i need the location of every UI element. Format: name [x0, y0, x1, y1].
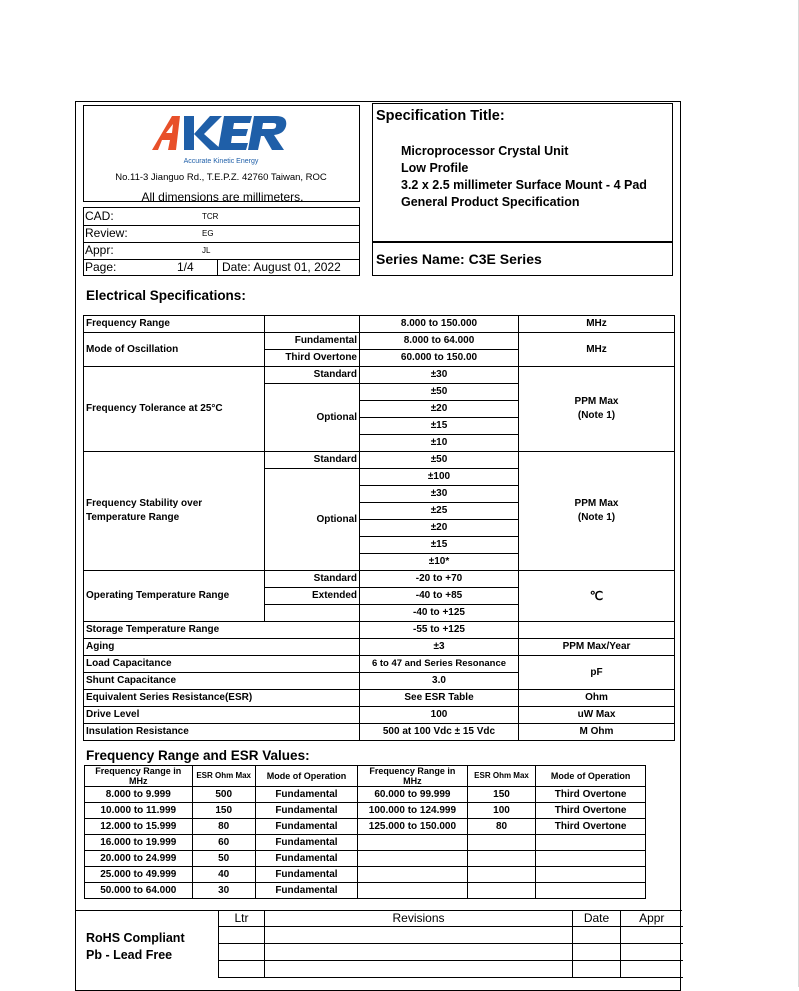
table-cell: Fundamental	[255, 835, 357, 851]
column-header: Frequency Range in MHz	[358, 766, 468, 787]
table-cell: 80	[192, 819, 255, 835]
table-cell: Third Overtone	[536, 787, 646, 803]
dimensions-note: All dimensions are millimeters.	[141, 190, 304, 204]
spec-line: 3.2 x 2.5 millimeter Surface Mount - 4 Pad	[401, 178, 647, 192]
cad-value: TCR	[202, 212, 219, 221]
spec-value: 8.000 to 64.000	[360, 333, 519, 350]
column-header: Revisions	[265, 910, 573, 927]
table-cell	[265, 927, 573, 944]
spec-value: 3.0	[360, 673, 519, 690]
spec-value: ±3	[360, 639, 519, 656]
series-name: Series Name: C3E Series	[376, 251, 542, 267]
column-header: Date	[573, 910, 621, 927]
table-row	[84, 316, 675, 333]
spec-label: Equivalent Series Resistance(ESR)	[84, 690, 360, 707]
table-cell: 100.000 to 124.999	[358, 803, 468, 819]
spec-unit	[519, 367, 675, 452]
table-cell: 50	[192, 851, 255, 867]
column-header: Appr	[621, 910, 683, 927]
table-cell	[536, 851, 646, 867]
table-cell: 30	[192, 883, 255, 899]
appr-row	[84, 242, 359, 260]
review-label: Review:	[85, 226, 128, 240]
spec-label: Operating Temperature Range	[84, 571, 265, 622]
table-cell	[219, 944, 265, 961]
table-cell: Fundamental	[255, 883, 357, 899]
table-cell: 12.000 to 15.999	[85, 819, 193, 835]
lead-free: Pb - Lead Free	[86, 948, 173, 962]
column-header: Mode of Operation	[255, 766, 357, 787]
label-line: Frequency Stability over	[86, 498, 203, 509]
spec-line: General Product Specification	[401, 195, 580, 209]
table-cell: 80	[467, 819, 536, 835]
table-cell	[219, 961, 265, 978]
company-address: No.11-3 Jianguo Rd., T.E.P.Z. 42760 Taiwan, ROC	[115, 172, 327, 183]
spec-value: 500 at 100 Vdc ± 15 Vdc	[360, 724, 519, 741]
spec-unit	[519, 622, 675, 639]
spec-sheet	[75, 101, 681, 991]
spec-label: Frequency Tolerance at 25°C	[84, 367, 265, 452]
appr-value: JL	[202, 246, 211, 255]
spec-label: Aging	[84, 639, 360, 656]
table-cell	[358, 867, 468, 883]
table-cell	[467, 883, 536, 899]
spec-value: ±30	[360, 486, 519, 503]
table-row	[219, 944, 683, 961]
spec-value: ±15	[360, 418, 519, 435]
table-cell	[265, 944, 573, 961]
spec-value: -55 to +125	[360, 622, 519, 639]
spec-label: Frequency Range	[84, 316, 265, 333]
spec-title-lines	[401, 143, 647, 211]
spec-value: ±30	[360, 367, 519, 384]
logo-tagline: Accurate Kinetic Energy	[183, 158, 259, 165]
sub-label: Standard	[265, 452, 360, 469]
spec-value: ±10*	[360, 554, 519, 571]
spec-value: ±100	[360, 469, 519, 486]
sub-label: Fundamental	[265, 333, 360, 350]
unit-line: (Note 1)	[577, 512, 616, 523]
rohs-block	[86, 930, 185, 964]
spec-value: ±20	[360, 520, 519, 537]
rohs-compliant: RoHS Compliant	[86, 931, 185, 945]
table-cell: 25.000 to 49.999	[85, 867, 193, 883]
table-row	[84, 724, 675, 741]
spec-label: Mode of Oscillation	[84, 333, 265, 367]
table-cell: 60	[192, 835, 255, 851]
table-cell	[536, 883, 646, 899]
series-name-box	[372, 242, 673, 276]
table-cell	[358, 835, 468, 851]
approval-grid	[83, 207, 360, 276]
table-cell: 16.000 to 19.999	[85, 835, 193, 851]
spec-label: Load Capacitance	[84, 656, 360, 673]
sub-label: Standard	[265, 367, 360, 384]
table-cell: 150	[467, 787, 536, 803]
review-value: EG	[202, 229, 214, 238]
table-cell: 40	[192, 867, 255, 883]
sub-label: Standard	[265, 571, 360, 588]
table-cell: Fundamental	[255, 819, 357, 835]
table-cell	[621, 927, 683, 944]
spec-value: ±15	[360, 537, 519, 554]
table-cell	[536, 835, 646, 851]
table-cell: 50.000 to 64.000	[85, 883, 193, 899]
table-cell: Fundamental	[255, 787, 357, 803]
table-row	[85, 787, 646, 803]
table-row	[85, 835, 646, 851]
spec-line: Microprocessor Crystal Unit	[401, 144, 569, 158]
spec-blank	[265, 605, 360, 622]
logo-box	[83, 105, 360, 202]
table-row	[84, 452, 675, 469]
sub-label: Optional	[265, 469, 360, 571]
spec-value: -20 to +70	[360, 571, 519, 588]
spec-value: 60.000 to 150.00	[360, 350, 519, 367]
table-row	[85, 803, 646, 819]
unit-line: (Note 1)	[577, 410, 616, 421]
column-header: ESR Ohm Max	[192, 766, 255, 787]
table-cell	[621, 944, 683, 961]
table-row	[84, 656, 675, 673]
table-cell	[358, 883, 468, 899]
table-row	[84, 639, 675, 656]
table-cell: 60.000 to 99.999	[358, 787, 468, 803]
table-cell	[219, 927, 265, 944]
page-row	[84, 259, 359, 276]
spec-value: ±50	[360, 452, 519, 469]
spec-unit: PPM Max/Year	[519, 639, 675, 656]
cad-label: CAD:	[85, 209, 114, 223]
table-row	[219, 961, 683, 978]
spec-unit: M Ohm	[519, 724, 675, 741]
spec-unit: MHz	[519, 333, 675, 367]
table-header-row	[219, 910, 683, 927]
unit-line: PPM Max	[574, 498, 619, 509]
spec-label: Drive Level	[84, 707, 360, 724]
table-row	[84, 333, 675, 350]
unit-line: PPM Max	[574, 396, 619, 407]
revisions-table	[218, 910, 683, 978]
table-cell: Fundamental	[255, 867, 357, 883]
spec-label: Insulation Resistance	[84, 724, 360, 741]
table-cell: Third Overtone	[536, 819, 646, 835]
table-row	[219, 927, 683, 944]
date-label: Date: August 01, 2022	[217, 259, 341, 276]
table-cell	[358, 851, 468, 867]
spec-label	[84, 452, 265, 571]
spec-value: ±25	[360, 503, 519, 520]
table-cell: Third Overtone	[536, 803, 646, 819]
table-cell: 20.000 to 24.999	[85, 851, 193, 867]
spec-value: See ESR Table	[360, 690, 519, 707]
table-cell: 8.000 to 9.999	[85, 787, 193, 803]
spec-value: 8.000 to 150.000	[360, 316, 519, 333]
table-cell: 500	[192, 787, 255, 803]
electrical-spec-table	[83, 315, 675, 741]
column-header: Mode of Operation	[536, 766, 646, 787]
spec-label: Storage Temperature Range	[84, 622, 360, 639]
table-cell	[536, 867, 646, 883]
table-cell: Fundamental	[255, 851, 357, 867]
table-row	[85, 851, 646, 867]
table-cell: 150	[192, 803, 255, 819]
spec-line: Low Profile	[401, 161, 469, 175]
table-cell	[467, 867, 536, 883]
sub-label: Extended	[265, 588, 360, 605]
spec-value: 100	[360, 707, 519, 724]
spec-value: 6 to 47 and Series Resonance	[360, 656, 519, 673]
table-row	[85, 819, 646, 835]
label-line: Temperature Range	[86, 512, 180, 523]
table-cell	[573, 961, 621, 978]
page-label: Page:	[85, 260, 117, 274]
esr-title: Frequency Range and ESR Values:	[86, 748, 310, 763]
appr-label: Appr:	[85, 243, 114, 257]
spec-value: ±50	[360, 384, 519, 401]
table-row	[84, 690, 675, 707]
table-header-row	[85, 766, 646, 787]
table-row	[84, 622, 675, 639]
column-header: Ltr	[219, 910, 265, 927]
column-header: Frequency Range in MHz	[85, 766, 193, 787]
esr-table	[84, 765, 646, 899]
spec-value: -40 to +85	[360, 588, 519, 605]
electrical-title: Electrical Specifications:	[86, 288, 246, 303]
spec-unit: Ohm	[519, 690, 675, 707]
table-row	[84, 571, 675, 588]
table-cell	[467, 835, 536, 851]
table-row	[85, 867, 646, 883]
table-row	[85, 883, 646, 899]
spec-value: ±20	[360, 401, 519, 418]
table-cell: 100	[467, 803, 536, 819]
table-cell	[573, 944, 621, 961]
spec-title-box	[372, 103, 673, 242]
spec-unit: uW Max	[519, 707, 675, 724]
table-cell: Fundamental	[255, 803, 357, 819]
cad-row	[84, 208, 359, 226]
review-row	[84, 225, 359, 243]
sub-label: Third Overtone	[265, 350, 360, 367]
table-cell: 10.000 to 11.999	[85, 803, 193, 819]
spec-unit	[519, 452, 675, 571]
table-cell	[621, 961, 683, 978]
table-cell	[467, 851, 536, 867]
sub-label: Optional	[265, 384, 360, 452]
spec-unit: ℃	[519, 571, 675, 622]
table-cell	[573, 927, 621, 944]
table-cell: 125.000 to 150.000	[358, 819, 468, 835]
spec-value: ±10	[360, 435, 519, 452]
spec-unit: MHz	[519, 316, 675, 333]
table-row	[84, 707, 675, 724]
spec-title-label: Specification Title:	[376, 108, 505, 124]
spec-blank	[265, 316, 360, 333]
table-cell	[265, 961, 573, 978]
table-row	[84, 367, 675, 384]
spec-label: Shunt Capacitance	[84, 673, 360, 690]
aker-logo	[146, 112, 296, 167]
page-value: 1/4	[177, 260, 194, 274]
spec-unit: pF	[519, 656, 675, 690]
spec-value: -40 to +125	[360, 605, 519, 622]
column-header: ESR Ohm Max	[467, 766, 536, 787]
